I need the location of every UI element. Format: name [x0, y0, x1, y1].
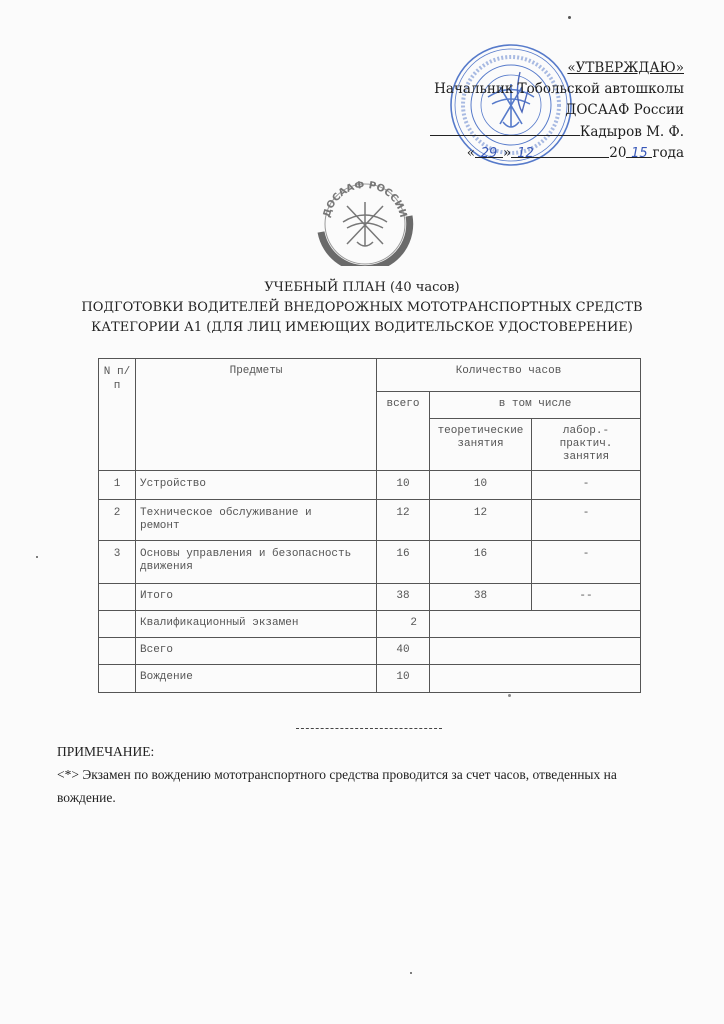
- row-practice: --: [532, 584, 641, 611]
- date-close-quote: »: [502, 145, 512, 161]
- approval-block: [430, 58, 684, 164]
- header-theory-text: теоретические занятия: [437, 425, 524, 450]
- row-total: 10: [377, 665, 430, 693]
- table-row: [99, 500, 641, 541]
- note-text: <*> Экзамен по вождению мототранспортного средства проводится за счет часов, отведенных на вождение.: [57, 767, 617, 805]
- date-open-quote: «: [466, 145, 475, 161]
- year-prefix: 20: [609, 145, 627, 161]
- curriculum-table: [98, 358, 641, 693]
- row-number: 3: [99, 541, 136, 584]
- header-practice-text: лабор.- практич. занятия: [559, 425, 613, 463]
- approval-date-line: [430, 143, 684, 164]
- document-title: [0, 278, 724, 338]
- title-line-3: КАТЕГОРИИ А1 (ДЛЯ ЛИЦ ИМЕЮЩИХ ВОДИТЕЛЬСКОЕ УДОСТОВЕРЕНИЕ): [91, 320, 633, 335]
- header-number-text: N п/п: [103, 366, 131, 392]
- row-practice: -: [532, 541, 641, 584]
- row-theory: 10: [430, 471, 532, 500]
- row-subject-text: Основы управления и безопасность движения: [140, 548, 352, 573]
- row-total: 40: [377, 638, 430, 665]
- row-number: [99, 584, 136, 611]
- row-theory: 38: [430, 584, 532, 611]
- dosaaf-logo: [313, 172, 417, 266]
- header-theory: [430, 419, 532, 471]
- row-empty: [430, 611, 641, 638]
- year-word: года: [652, 145, 684, 161]
- table-row: [99, 541, 641, 584]
- row-total: 10: [377, 471, 430, 500]
- note-heading: ПРИМЕЧАНИЕ:: [57, 744, 155, 759]
- scan-speck: [568, 16, 571, 19]
- logo-text: ДОСААФ РОССИИ: [321, 179, 409, 219]
- signature-blank: [430, 121, 580, 136]
- row-practice: -: [532, 471, 641, 500]
- row-total: 16: [377, 541, 430, 584]
- row-subject: Итого: [136, 584, 377, 611]
- row-total: 2: [377, 611, 430, 638]
- row-subject-text: Техническое обслуживание и ремонт: [140, 507, 312, 532]
- row-number: 2: [99, 500, 136, 541]
- header-total: всего: [377, 392, 430, 471]
- row-empty: [430, 638, 641, 665]
- row-number: [99, 665, 136, 693]
- row-subject: Всего: [136, 638, 377, 665]
- row-total: 12: [377, 500, 430, 541]
- row-practice: -: [532, 500, 641, 541]
- table-row-subtotal: [99, 584, 641, 611]
- title-line-2: ПОДГОТОВКИ ВОДИТЕЛЕЙ ВНЕДОРОЖНЫХ МОТОТРАНСПОРТНЫХ СРЕДСТВ: [81, 300, 643, 315]
- header-including: в том числе: [430, 392, 641, 419]
- row-subject: Устройство: [136, 471, 377, 500]
- note-divider: [296, 728, 442, 729]
- date-day: 29: [475, 143, 503, 158]
- row-subject: Квалификационный экзамен: [136, 611, 377, 638]
- year-suffix: 15: [626, 143, 652, 158]
- table-row-driving: [99, 665, 641, 693]
- approval-signatory: Кадыров М. Ф.: [579, 124, 684, 140]
- header-hours: Количество часов: [377, 359, 641, 392]
- table-row-total: [99, 638, 641, 665]
- row-theory: 12: [430, 500, 532, 541]
- header-subjects: Предметы: [136, 359, 377, 471]
- title-line-1: УЧЕБНЫЙ ПЛАН (40 часов): [264, 280, 460, 295]
- row-empty: [430, 665, 641, 693]
- approval-position-line2: ДОСААФ России: [565, 102, 684, 118]
- row-subject: [136, 541, 377, 584]
- scan-speck: [508, 694, 511, 697]
- scan-speck: [410, 972, 412, 974]
- row-subject: Вождение: [136, 665, 377, 693]
- approval-position-line1: Начальник Тобольской автошколы: [434, 81, 684, 97]
- row-subject: [136, 500, 377, 541]
- date-month: 12: [511, 143, 609, 158]
- header-practice: [532, 419, 641, 471]
- table-row-exam: [99, 611, 641, 638]
- approval-signature-line: [430, 121, 684, 143]
- row-number: [99, 638, 136, 665]
- row-total: 38: [377, 584, 430, 611]
- note-block: [57, 740, 677, 809]
- table-row: [99, 471, 641, 500]
- scan-speck: [36, 556, 38, 558]
- header-number: [99, 359, 136, 471]
- row-number: [99, 611, 136, 638]
- approval-heading: «УТВЕРЖДАЮ»: [567, 60, 684, 76]
- row-number: 1: [99, 471, 136, 500]
- header-row-1: [99, 359, 641, 392]
- row-theory: 16: [430, 541, 532, 584]
